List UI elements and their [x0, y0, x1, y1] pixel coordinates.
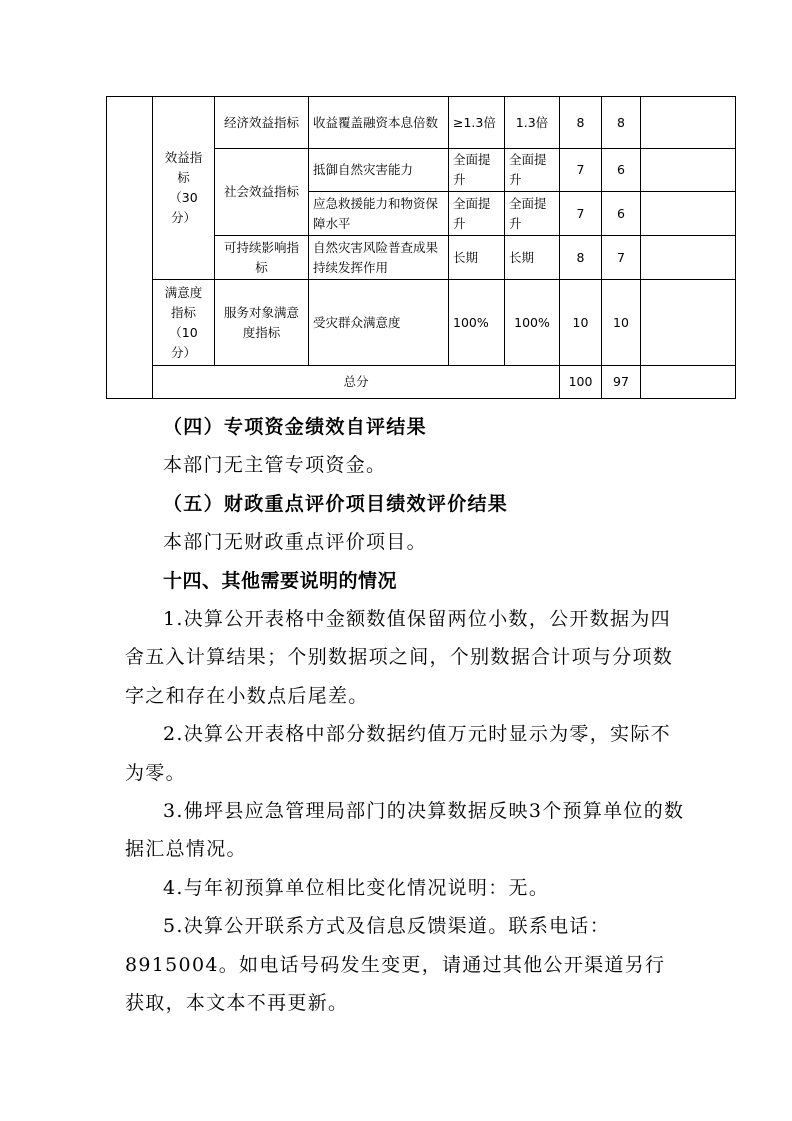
item-4: 4.与年初预算单位相比变化情况说明：无。: [163, 876, 550, 899]
note: [641, 97, 736, 149]
total-score: 97: [602, 366, 641, 399]
actual-value: 1.3倍: [505, 97, 560, 149]
sub-indicator: 服务对象满意度指标: [215, 280, 309, 366]
score: 7: [602, 236, 641, 280]
total-weight: 100: [560, 366, 602, 399]
sub-indicator: 可持续影响指标: [215, 236, 309, 280]
subsection-4-body: 本部门无主管专项资金。: [163, 454, 387, 477]
sub-indicator: 经济效益指标: [215, 97, 309, 149]
weight: 8: [560, 236, 602, 280]
section-14-title: 十四、其他需要说明的情况: [163, 569, 398, 592]
total-note: [641, 366, 736, 399]
subsection-5-body: 本部门无财政重点评价项目。: [163, 531, 427, 554]
table-row: [107, 280, 736, 366]
score: 8: [602, 97, 641, 149]
subsection-5-title: （五）财政重点评价项目绩效评价结果: [163, 492, 509, 515]
weight: 10: [560, 280, 602, 366]
indicator: 自然灾害风险普查成果持续发挥作用: [309, 236, 449, 280]
item-5: 5.决算公开联系方式及信息反馈渠道。联系电话：8915004。如电话号码发生变更，请通过其他公开渠道另行获取，本文本不再更新。: [125, 915, 666, 1015]
note: [641, 280, 736, 366]
score: 6: [602, 149, 641, 192]
subsection-4-title: （四）专项资金绩效自评结果: [163, 416, 427, 438]
note: [641, 149, 736, 192]
indicator: 收益覆盖融资本息倍数: [309, 97, 449, 149]
note: [641, 236, 736, 280]
weight: 7: [560, 149, 602, 192]
item-3: 3.佛坪县应急管理局部门的决算数据反映3个预算单位的数据汇总情况。: [125, 800, 685, 861]
benefit-indicator-group: 效益指 标 （30 分）: [153, 97, 215, 280]
actual-value: 全面提升: [505, 149, 560, 192]
weight: 8: [560, 97, 602, 149]
score: 6: [602, 192, 641, 236]
first-level-cell: [107, 97, 153, 399]
satisfaction-indicator-group: 满意度 指标 （10 分）: [153, 280, 215, 366]
indicator: 受灾群众满意度: [309, 280, 449, 366]
actual-value: 全面提升: [505, 192, 560, 236]
item-2: 2.决算公开表格中部分数据约值万元时显示为零，实际不为零。: [125, 723, 671, 784]
document-body: [125, 408, 685, 1023]
total-label: 总分: [153, 366, 560, 399]
actual-value: 长期: [505, 236, 560, 280]
target-value: 100%: [449, 280, 505, 366]
performance-table: [106, 96, 736, 399]
target-value: 全面提升: [449, 192, 505, 236]
indicator: 抵御自然灾害能力: [309, 149, 449, 192]
score: 10: [602, 280, 641, 366]
actual-value: 100%: [505, 280, 560, 366]
sub-indicator: 社会效益指标: [215, 149, 309, 236]
item-1: 1.决算公开表格中金额数值保留两位小数，公开数据为四舍五入计算结果；个别数据项之间，个别数据合计项与分项数字之和存在小数点后尾差。: [125, 608, 674, 707]
indicator: 应急救援能力和物资保障水平: [309, 192, 449, 236]
weight: 7: [560, 192, 602, 236]
target-value: 全面提升: [449, 149, 505, 192]
total-row: [107, 366, 736, 399]
target-value: ≥1.3倍: [449, 97, 505, 149]
table-row: [107, 97, 736, 149]
target-value: 长期: [449, 236, 505, 280]
note: [641, 192, 736, 236]
